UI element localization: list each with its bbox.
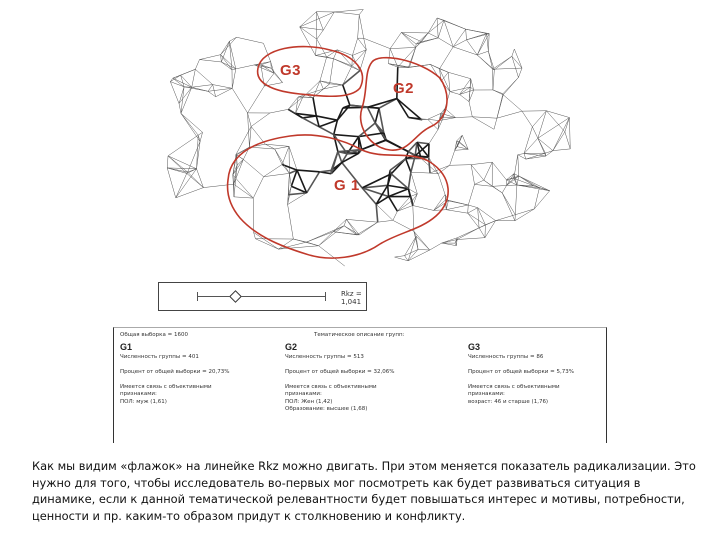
network-edge	[170, 82, 179, 104]
network-edge	[538, 138, 553, 150]
group-label-g2: G2	[393, 80, 415, 97]
network-edge	[475, 180, 484, 184]
network-edge	[457, 135, 463, 141]
network-edge	[390, 159, 406, 171]
network-edge	[170, 75, 180, 81]
explanatory-caption: Как мы видим «флажок» на линейке Rkz можно двигать. При этом меняется показатель радикализации. Это нужно для того, чтобы исследователь во-первых мог посмотреть как будет развиваться ситуация в динамике, если к данной тематической релевантности будет повышаться интерес и мотивы, потребности, ценности и пр. каким-то образом придут к столкновению и конфликту.	[32, 459, 696, 523]
network-edge	[442, 240, 457, 244]
network-edge	[352, 50, 366, 56]
network-edge	[471, 79, 474, 90]
network-edge	[203, 184, 233, 187]
network-edge	[553, 132, 565, 151]
network-edge	[360, 50, 366, 71]
network-edge	[518, 154, 524, 155]
network-edge	[487, 33, 489, 51]
network-edge	[307, 172, 320, 193]
network-edge	[181, 69, 196, 75]
network-edge	[293, 239, 318, 246]
network-edge	[316, 56, 334, 59]
network-edge	[323, 12, 334, 30]
network-edge	[288, 109, 295, 113]
network-edge	[497, 111, 522, 118]
network-edge	[518, 68, 522, 77]
network-edge	[408, 172, 410, 189]
network-edge	[237, 37, 264, 43]
network-edge	[440, 47, 454, 69]
network-edge	[502, 193, 515, 215]
network-edge	[546, 111, 569, 118]
stats-g1-details: Численность группы = 401 Процент от общей выборки = 20,73% Имеется связь с объективными признаками: ПОЛ: муж (1,61)	[120, 354, 230, 405]
group-stats-panel	[113, 327, 607, 443]
stats-g3-details: Численность группы = 86 Процент от общей выборки = 5,73% Имеется связь с объективными признаками: возраст: 46 и старше (1,76)	[468, 354, 574, 405]
network-edge	[522, 111, 532, 127]
network-edge	[406, 159, 411, 173]
network-edge	[289, 173, 291, 186]
network-edge	[448, 72, 470, 78]
thematic-description-header: Тематическое описание групп:	[314, 332, 405, 338]
network-edge	[413, 206, 434, 211]
network-edge	[320, 170, 332, 171]
network-edge	[457, 228, 479, 240]
network-edge	[249, 147, 274, 149]
network-edge	[334, 120, 338, 134]
network-edge	[488, 34, 489, 52]
network-edge	[253, 177, 263, 198]
stats-g2-details: Численность группы = 513 Процент от общей выборки = 32,06% Имеется связь с объективными признаками: ПОЛ: Жен (1,42) Образование: высшее (1,68)	[285, 354, 395, 412]
network-edge	[313, 98, 316, 116]
network-edge	[376, 204, 393, 220]
network-edge	[393, 211, 398, 220]
network-edge	[275, 149, 290, 173]
network-edge	[167, 168, 176, 198]
network-edge	[289, 146, 297, 170]
network-edge	[430, 243, 442, 250]
network-edge	[468, 205, 469, 213]
network-edge	[468, 184, 474, 205]
network-edge	[524, 138, 538, 153]
network-edge	[236, 65, 255, 69]
network-edge	[444, 20, 453, 47]
network-edge	[468, 208, 478, 213]
network-edge	[545, 151, 553, 154]
network-edge	[254, 232, 279, 249]
network-edge	[526, 156, 546, 159]
rkz-slider-track[interactable]	[197, 296, 325, 297]
network-edge	[221, 37, 237, 54]
network-edge	[320, 57, 327, 81]
network-edge	[553, 149, 570, 151]
network-edge	[472, 117, 497, 118]
network-edge	[428, 18, 437, 33]
network-edge	[234, 184, 254, 198]
network-edge	[195, 60, 199, 70]
network-edge	[352, 38, 357, 55]
network-edge	[375, 108, 379, 123]
network-edge	[515, 209, 534, 215]
network-edge	[358, 15, 360, 39]
network-edge	[359, 15, 363, 39]
network-edge	[493, 68, 522, 69]
network-edge	[243, 159, 263, 176]
network-edge	[316, 12, 323, 30]
network-edge	[418, 249, 430, 250]
network-edge	[282, 146, 289, 164]
network-edge	[200, 60, 222, 62]
group-label-g3: G3	[280, 62, 302, 79]
network-edge	[251, 113, 270, 126]
network-edge	[388, 64, 409, 67]
network-edge	[388, 185, 389, 196]
network-edge	[200, 55, 221, 60]
slider-tick-right	[325, 292, 326, 301]
network-edge	[471, 162, 492, 164]
network-edge	[471, 165, 484, 180]
sample-size-header: Общая выборка = 1600	[120, 332, 188, 338]
network-edge	[468, 205, 477, 208]
network-edge	[428, 33, 438, 38]
network-edge	[270, 109, 288, 113]
network-edge	[413, 194, 418, 206]
network-edge	[438, 38, 453, 47]
network-edge	[213, 85, 233, 89]
network-edge	[546, 111, 564, 132]
network-edge	[469, 102, 472, 117]
network-edge	[232, 88, 247, 113]
network-edge	[484, 162, 492, 180]
network-edge	[167, 156, 168, 168]
network-edge	[442, 238, 457, 243]
network-edge	[229, 41, 235, 69]
network-edge	[450, 92, 460, 95]
rkz-slider-flag[interactable]	[230, 290, 243, 303]
network-edge	[503, 95, 522, 111]
network-edge	[343, 71, 360, 85]
network-edge	[428, 119, 439, 120]
network-edge	[428, 20, 444, 33]
network-edge	[493, 56, 512, 69]
network-edge	[319, 246, 345, 266]
network-edge	[357, 222, 378, 235]
network-edge	[453, 40, 466, 47]
network-edge	[538, 111, 547, 138]
network-edge	[524, 127, 532, 154]
network-edge	[442, 243, 457, 246]
stats-g1-title: G1	[120, 342, 133, 352]
network-edge	[429, 130, 438, 144]
network-edge	[352, 50, 366, 66]
network-edge	[430, 173, 438, 174]
network-edge	[232, 69, 236, 88]
network-edge	[446, 210, 467, 213]
network-edge	[494, 118, 497, 129]
network-edge	[492, 186, 502, 193]
network-edge	[367, 107, 375, 123]
stats-g3-title: G3	[468, 342, 481, 352]
network-edge	[232, 69, 236, 70]
network-edge	[390, 32, 401, 48]
network-edge	[334, 12, 359, 15]
network-edge	[466, 34, 489, 40]
network-edge	[413, 206, 414, 232]
network-edge	[492, 185, 506, 186]
network-edge	[514, 49, 522, 68]
network-edge	[401, 32, 415, 47]
network-edge	[512, 49, 514, 56]
network-edge	[298, 97, 313, 98]
network-edge	[195, 69, 212, 84]
network-edge	[364, 38, 390, 48]
network-edge	[395, 256, 405, 257]
network-edge	[192, 85, 213, 88]
network-edge	[333, 219, 346, 231]
network-edge	[408, 249, 418, 260]
network-edge	[248, 86, 265, 113]
network-edge	[457, 238, 485, 240]
network-edge	[198, 135, 200, 141]
network-edge	[275, 146, 289, 149]
network-edge	[493, 90, 503, 95]
network-edge	[546, 151, 553, 156]
network-edge	[512, 56, 519, 77]
network-edge	[346, 219, 377, 222]
network-edge	[460, 90, 474, 94]
network-edge	[450, 150, 455, 165]
network-edge	[460, 79, 471, 95]
network-edge	[320, 81, 343, 85]
network-edge	[515, 209, 534, 221]
network-edge	[388, 49, 390, 64]
network-edge	[532, 127, 538, 138]
network-edge	[479, 225, 485, 228]
network-edge	[229, 41, 232, 70]
network-edge	[320, 81, 323, 89]
network-edge	[330, 59, 334, 84]
network-edge	[334, 135, 359, 137]
network-edge	[333, 59, 359, 71]
network-edge	[188, 172, 204, 187]
network-edge	[518, 155, 519, 176]
network-edge	[288, 97, 303, 109]
group-label-g1: G 1	[334, 177, 360, 194]
network-edge	[569, 118, 570, 149]
network-edge	[359, 9, 363, 14]
network-edge	[288, 205, 294, 239]
network-edge	[300, 12, 317, 27]
network-edge	[300, 27, 316, 56]
network-edge	[466, 29, 467, 40]
network-edge	[565, 118, 570, 132]
network-edge	[519, 176, 550, 191]
network-edge	[221, 55, 236, 69]
network-edge	[317, 30, 323, 39]
network-edge	[179, 87, 192, 103]
network-edge	[538, 118, 570, 139]
network-edge	[428, 113, 441, 119]
network-edge	[208, 85, 213, 92]
network-edge	[553, 118, 569, 151]
network-edge	[390, 47, 416, 48]
network-edge	[376, 204, 378, 222]
network-edge	[515, 185, 517, 215]
rkz-readout: Rkz = 1,041	[341, 290, 362, 306]
network-edge	[472, 117, 494, 129]
network-edge	[297, 170, 320, 172]
network-edge	[434, 210, 447, 211]
network-edge	[479, 228, 485, 238]
network-edge	[492, 162, 506, 180]
network-edge	[455, 149, 468, 150]
network-edge	[263, 43, 270, 61]
network-edge	[455, 117, 472, 118]
network-edge	[453, 29, 466, 47]
network-edge	[497, 95, 503, 118]
network-edge	[208, 88, 232, 91]
network-edge	[234, 197, 253, 198]
network-edge	[346, 219, 359, 234]
network-edge	[319, 127, 334, 135]
network-edge	[446, 205, 468, 210]
network-edge	[397, 99, 421, 119]
network-edge	[502, 185, 506, 192]
stats-g2-title: G2	[285, 342, 298, 352]
network-edge	[389, 197, 398, 212]
network-edge	[179, 104, 181, 114]
network-edge	[565, 132, 570, 149]
network-edge	[334, 9, 363, 12]
network-edge	[168, 156, 197, 169]
network-edge	[389, 189, 409, 197]
network-edge	[466, 29, 489, 33]
network-edge	[338, 152, 342, 163]
network-edge	[397, 200, 412, 211]
network-edge	[512, 56, 522, 68]
rkz-slider-panel	[158, 282, 367, 311]
network-edge	[466, 40, 477, 55]
network-edge	[184, 87, 208, 92]
network-edge	[319, 120, 337, 127]
network-edge	[437, 18, 438, 38]
network-edge	[192, 69, 196, 87]
network-edge	[450, 165, 471, 166]
network-edge	[503, 77, 518, 94]
network-edge	[255, 239, 278, 249]
network-edge	[378, 220, 393, 222]
network-edge	[453, 47, 477, 55]
network-edge	[300, 12, 335, 27]
network-edge	[398, 47, 416, 67]
network-edge	[411, 172, 430, 173]
network-edge	[168, 135, 198, 156]
network-edge	[460, 94, 469, 101]
network-edge	[471, 165, 474, 185]
network-edge	[468, 213, 479, 228]
network-edge	[229, 37, 236, 41]
network-edge	[316, 116, 337, 120]
network-edge	[532, 111, 546, 127]
network-edge	[446, 200, 468, 205]
network-edge	[181, 113, 198, 135]
